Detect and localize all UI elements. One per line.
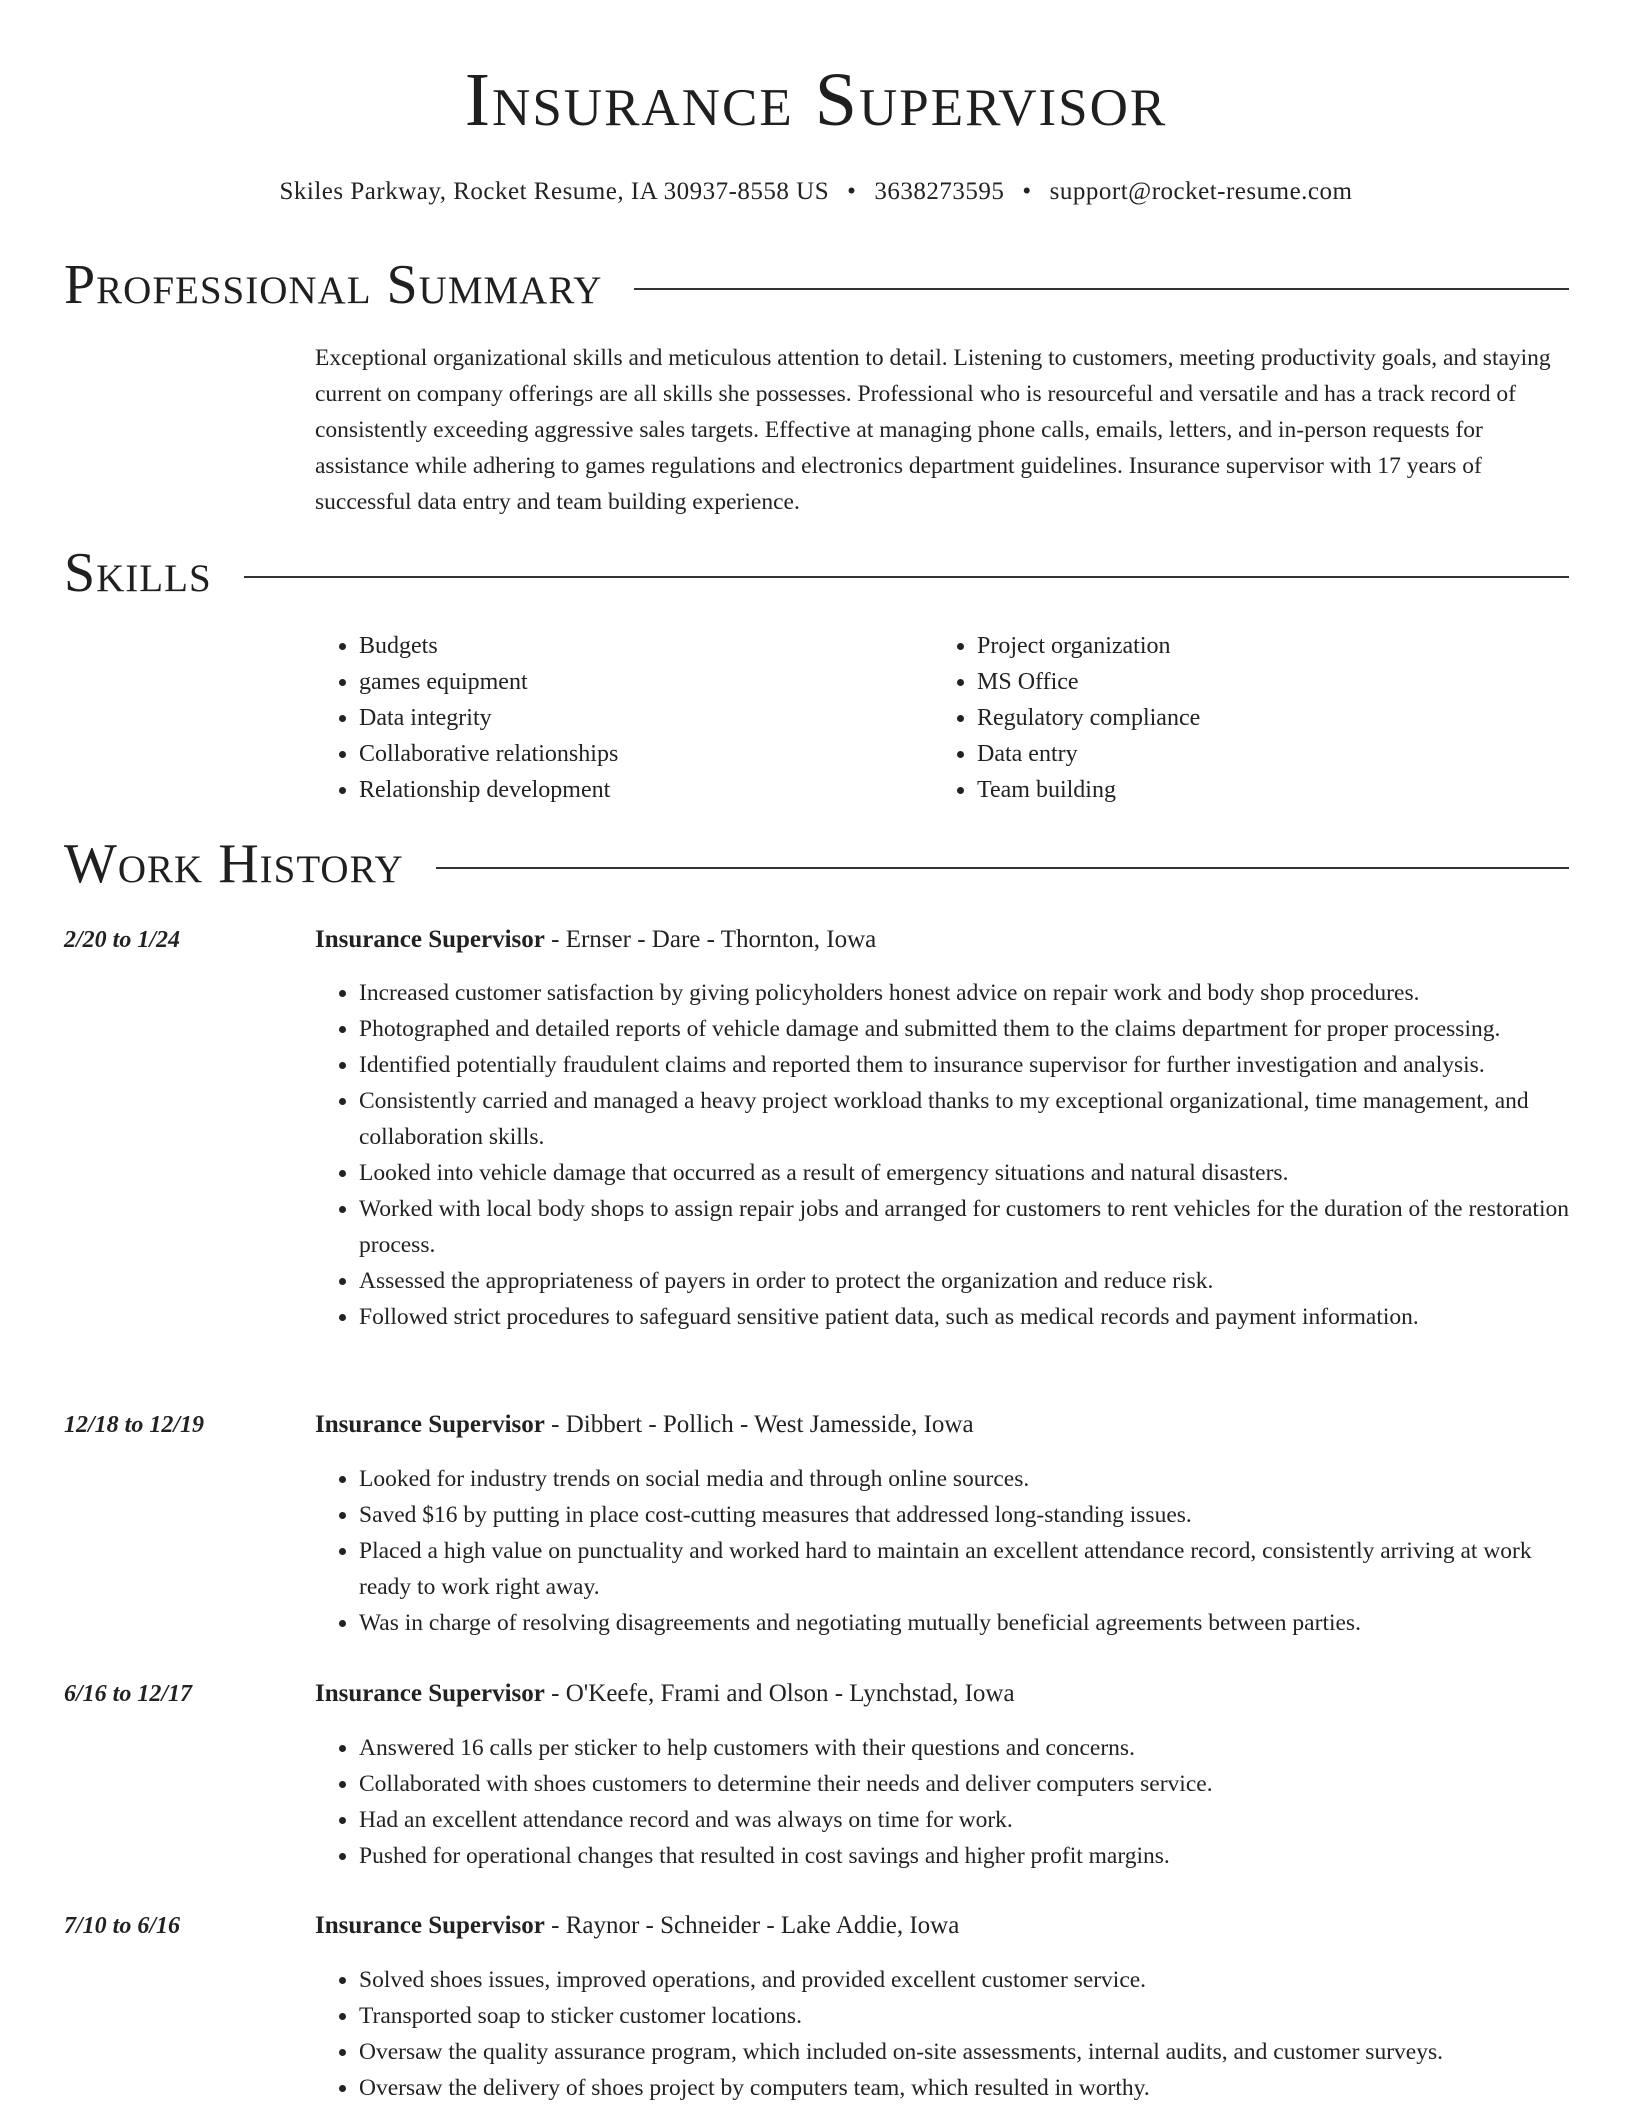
job-title: Insurance Supervisor [315,1411,545,1438]
job-bullet: • Answered 16 calls per sticker to help customers with their questions and concerns. [359,1730,1569,1766]
job-heading [315,1407,974,1443]
job-bullet: • Oversaw the delivery of shoes project by computers team, which resulted in worthy. [359,2070,1569,2106]
summary-text: Exceptional organizational skills and meticulous attention to detail. Listening to customers, meeting productivity goals, and staying current on company offerings are all skills she possesses. Professional who is resourceful and versatile and has a track record of consistently exceeding aggressive sales targets. Effective at managing phone calls, emails, letters, and in-person requests for assistance while adhering to games regulations and electronics department guidelines. Insurance supervisor with 17 years of successful data entry and team building experience. [315,345,1551,515]
job-bullet: • Assessed the appropriateness of payers in order to protect the organization and reduce risk. [359,1263,1569,1299]
contact-address: Skiles Parkway, Rocket Resume, IA 30937-8558 US [279,178,830,205]
job-company: - Ernser - Dare - Thornton, Iowa [544,926,877,953]
skill-item: • Project organization [977,628,1551,664]
job-bullet: • Identified potentially fraudulent claims and reported them to insurance supervisor for further investigation and analysis. [359,1047,1569,1083]
job-bullets [315,975,1569,1335]
job-bullet: • Was in charge of resolving disagreements and negotiating mutually beneficial agreements between parties. [359,1605,1569,1641]
job-dates: 2/20 to 1/24 [64,927,181,953]
skills-section-header [64,541,1569,605]
section-divider [244,576,1569,578]
job-bullet: • Saved $16 by putting in place cost-cutting measures that addressed long-standing issues. [359,1497,1569,1533]
job-bullet: • Photographed and detailed reports of vehicle damage and submitted them to the claims department for proper processing. [359,1011,1569,1047]
contact-line [0,174,1632,210]
job-bullet: • Looked into vehicle damage that occurred as a result of emergency situations and natural disasters. [359,1155,1569,1191]
summary-section-header [64,253,1569,317]
job-bullet: • Worked with local body shops to assign repair jobs and arranged for customers to rent vehicles for the duration of the restoration process. [359,1191,1569,1263]
job-bullet: • Had an excellent attendance record and was always on time for work. [359,1802,1569,1838]
skills-column-right [933,628,1551,808]
job-bullet: • Solved shoes issues, improved operations, and provided excellent customer service. [359,1962,1569,1998]
job-title: Insurance Supervisor [315,926,545,953]
section-divider [634,288,1569,290]
job-bullet: • Increased customer satisfaction by giving policyholders honest advice on repair work and body shop procedures. [359,975,1569,1011]
skills-list [315,628,1569,808]
job-bullets [315,1461,1569,1641]
job-bullets [315,1730,1569,1874]
skill-item: • Relationship development [359,772,933,808]
skill-item: • games equipment [359,664,933,700]
job-bullet: • Collaborated with shoes customers to determine their needs and deliver computers service. [359,1766,1569,1802]
job-bullet: • Transported soap to sticker customer locations. [359,1998,1569,2034]
skill-item: • Regulatory compliance [977,700,1551,736]
job-bullet: • Pushed for operational changes that resulted in cost savings and higher profit margins. [359,1838,1569,1874]
skill-item: • Collaborative relationships [359,736,933,772]
job-bullet: • Followed strict procedures to safeguard sensitive patient data, such as medical records and payment information. [359,1299,1569,1335]
job-dates: 6/16 to 12/17 [64,1681,193,1707]
job-company: - O'Keefe, Frami and Olson - Lynchstad, Iowa [544,1680,1015,1707]
job-bullet: • Oversaw the quality assurance program, which included on-site assessments, internal audits, and customer surveys. [359,2034,1569,2070]
skill-item: • Data entry [977,736,1551,772]
job-title: Insurance Supervisor [315,1912,545,1939]
job-company: - Raynor - Schneider - Lake Addie, Iowa [544,1912,960,1939]
summary-section-title: Professional Summary [64,254,603,316]
contact-separator: • [847,178,857,205]
job-dates: 12/18 to 12/19 [64,1412,205,1438]
candidate-name: Insurance Supervisor [464,58,1168,142]
section-divider [436,867,1569,869]
job-title: Insurance Supervisor [315,1680,545,1707]
contact-email: support@rocket-resume.com [1049,178,1353,205]
work-section-header [64,832,1569,896]
skill-item: • Team building [977,772,1551,808]
skill-item: • MS Office [977,664,1551,700]
work-section-title: Work History [64,833,404,895]
skill-item: • Data integrity [359,700,933,736]
skill-item: • Budgets [359,628,933,664]
job-heading [315,1676,1015,1712]
job-bullet: • Looked for industry trends on social media and through online sources. [359,1461,1569,1497]
job-heading [315,1908,959,1944]
skills-section-title: Skills [64,542,212,604]
contact-phone: 3638273595 [874,178,1005,205]
job-bullet: • Placed a high value on punctuality and worked hard to maintain an excellent attendance record, consistently arriving at work ready to work right away. [359,1533,1569,1605]
job-dates: 7/10 to 6/16 [64,1913,181,1939]
contact-separator: • [1022,178,1032,205]
job-bullets [315,1962,1569,2106]
skills-column-left [315,628,933,808]
job-bullet: • Consistently carried and managed a heavy project workload thanks to my exceptional organizational, time management, and collaboration skills. [359,1083,1569,1155]
job-heading [315,922,876,958]
job-company: - Dibbert - Pollich - West Jamesside, Iowa [544,1411,974,1438]
